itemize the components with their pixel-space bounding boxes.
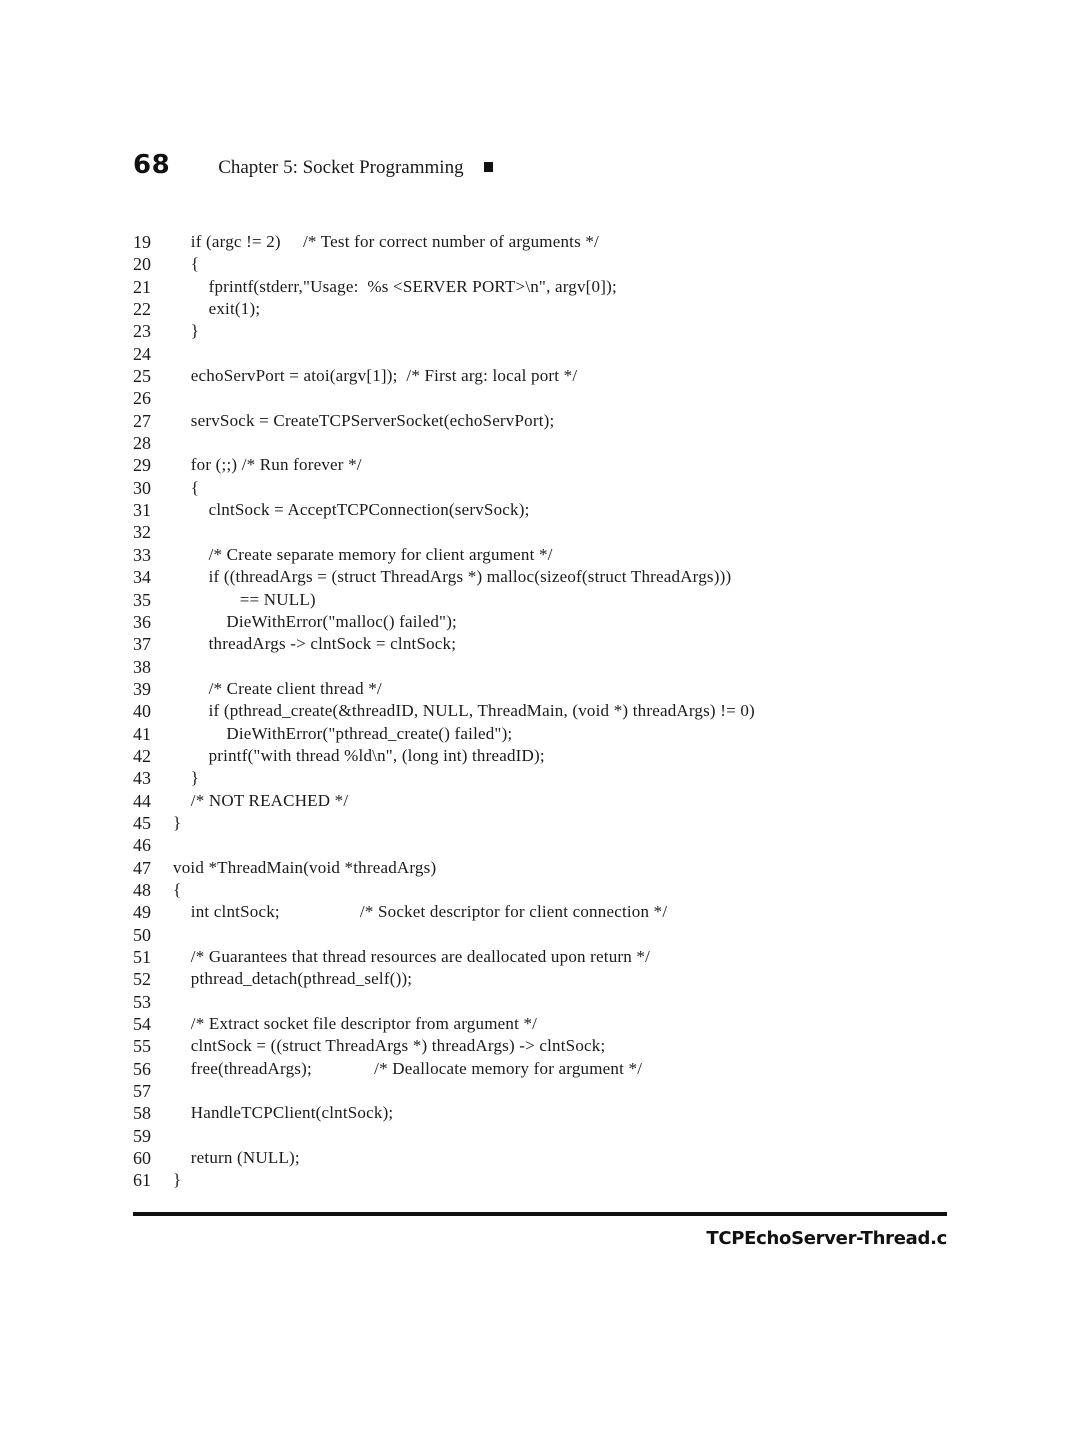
- code-listing: [133, 231, 963, 1192]
- bottom-rule: [133, 1212, 947, 1216]
- line-number: 24: [133, 343, 151, 364]
- code-line: [133, 1058, 963, 1080]
- code-line: [133, 365, 963, 387]
- line-number: 38: [133, 656, 151, 677]
- code-text: {: [173, 254, 200, 274]
- code-line: [133, 432, 963, 454]
- code-text: servSock = CreateTCPServerSocket(echoServPort);: [173, 410, 555, 430]
- code-text: exit(1);: [173, 299, 261, 319]
- code-line: [133, 320, 963, 342]
- code-line: [133, 700, 963, 722]
- line-number: 32: [133, 522, 151, 543]
- line-number: 52: [133, 969, 151, 990]
- line-number: 40: [133, 701, 151, 722]
- code-line: [133, 1102, 963, 1124]
- line-number: 59: [133, 1125, 151, 1146]
- line-number: 60: [133, 1148, 151, 1169]
- code-line: [133, 723, 963, 745]
- line-number: 56: [133, 1058, 151, 1079]
- line-number: 27: [133, 410, 151, 431]
- line-number: 49: [133, 902, 151, 923]
- line-number: 35: [133, 589, 151, 610]
- code-text: free(threadArgs); /* Deallocate memory for argument */: [173, 1058, 643, 1078]
- line-number: 22: [133, 299, 151, 320]
- code-line: [133, 477, 963, 499]
- page-number: 68: [133, 150, 171, 180]
- code-line: [133, 410, 963, 432]
- code-line: [133, 857, 963, 879]
- code-text: DieWithError("malloc() failed");: [173, 611, 457, 631]
- line-number: 58: [133, 1103, 151, 1124]
- line-number: 43: [133, 768, 151, 789]
- chapter-title: Chapter 5: Socket Programming: [218, 157, 464, 178]
- line-number: 46: [133, 835, 151, 856]
- line-number: 41: [133, 723, 151, 744]
- code-line: [133, 1035, 963, 1057]
- code-text: clntSock = ((struct ThreadArgs *) threadArgs) -> clntSock;: [173, 1036, 606, 1056]
- code-line: [133, 298, 963, 320]
- code-text: /* Create client thread */: [173, 678, 382, 698]
- code-text: pthread_detach(pthread_self());: [173, 969, 413, 989]
- code-text: /* Guarantees that thread resources are deallocated upon return */: [173, 947, 651, 966]
- code-text: for (;;) /* Run forever */: [173, 455, 362, 475]
- line-number: 55: [133, 1036, 151, 1057]
- code-line: [133, 946, 963, 968]
- code-text: if (pthread_create(&threadID, NULL, ThreadMain, (void *) threadArgs) != 0): [173, 701, 755, 721]
- line-number: 57: [133, 1081, 151, 1102]
- code-line: [133, 544, 963, 566]
- page-header: [133, 150, 493, 194]
- code-line: [133, 499, 963, 521]
- code-text: clntSock = AcceptTCPConnection(servSock);: [173, 500, 530, 520]
- code-text: {: [173, 477, 200, 497]
- code-text: {: [173, 879, 182, 899]
- code-line: [133, 656, 963, 678]
- code-line: [133, 231, 963, 253]
- line-number: 29: [133, 455, 151, 476]
- line-number: 50: [133, 924, 151, 945]
- line-number: 26: [133, 388, 151, 409]
- code-line: [133, 745, 963, 767]
- code-line: [133, 879, 963, 901]
- code-line: [133, 812, 963, 834]
- line-number: 28: [133, 433, 151, 454]
- code-line: [133, 678, 963, 700]
- code-line: [133, 454, 963, 476]
- code-text: }: [173, 812, 182, 832]
- code-text: }: [173, 768, 200, 788]
- line-number: 21: [133, 276, 151, 297]
- code-text: fprintf(stderr,"Usage: %s <SERVER PORT>\n", argv[0]);: [173, 276, 617, 296]
- code-line: [133, 924, 963, 946]
- line-number: 61: [133, 1170, 151, 1191]
- line-number: 19: [133, 232, 151, 252]
- code-text: if (argc != 2) /* Test for correct number of arguments */: [173, 232, 599, 251]
- code-line: [133, 1125, 963, 1147]
- code-line: [133, 611, 963, 633]
- code-line: [133, 901, 963, 923]
- code-text: int clntSock; /* Socket descriptor for client connection */: [173, 902, 668, 922]
- code-text: /* Extract socket file descriptor from argument */: [173, 1014, 538, 1034]
- line-number: 47: [133, 857, 151, 878]
- code-text: void *ThreadMain(void *threadArgs): [173, 857, 437, 877]
- code-text: }: [173, 1170, 182, 1190]
- code-text: }: [173, 321, 200, 341]
- code-text: /* NOT REACHED */: [173, 790, 349, 810]
- line-number: 30: [133, 477, 151, 498]
- line-number: 33: [133, 544, 151, 565]
- code-line: [133, 991, 963, 1013]
- line-number: 39: [133, 678, 151, 699]
- code-text: HandleTCPClient(clntSock);: [173, 1103, 394, 1123]
- line-number: 54: [133, 1014, 151, 1035]
- code-text: threadArgs -> clntSock = clntSock;: [173, 634, 457, 654]
- code-line: [133, 521, 963, 543]
- code-text: printf("with thread %ld\n", (long int) threadID);: [173, 745, 545, 765]
- code-text: /* Create separate memory for client argument */: [173, 544, 553, 564]
- line-number: 44: [133, 790, 151, 811]
- code-line: [133, 1169, 963, 1191]
- code-line: [133, 968, 963, 990]
- line-number: 45: [133, 812, 151, 833]
- code-text: if ((threadArgs = (struct ThreadArgs *) malloc(sizeof(struct ThreadArgs))): [173, 567, 732, 587]
- line-number: 34: [133, 567, 151, 588]
- line-number: 53: [133, 991, 151, 1012]
- code-line: [133, 387, 963, 409]
- code-line: [133, 253, 963, 275]
- code-text: return (NULL);: [173, 1148, 300, 1168]
- line-number: 51: [133, 947, 151, 967]
- code-line: [133, 790, 963, 812]
- code-text: echoServPort = atoi(argv[1]); /* First arg: local port */: [173, 366, 578, 386]
- line-number: 36: [133, 611, 151, 632]
- code-line: [133, 834, 963, 856]
- line-number: 20: [133, 254, 151, 275]
- line-number: 48: [133, 879, 151, 900]
- code-line: [133, 589, 963, 611]
- line-number: 42: [133, 745, 151, 766]
- code-line: [133, 1147, 963, 1169]
- line-number: 37: [133, 634, 151, 655]
- code-text: DieWithError("pthread_create() failed");: [173, 723, 513, 743]
- file-name-caption: TCPEchoServer-Thread.c: [706, 1228, 947, 1249]
- code-text: == NULL): [173, 589, 316, 609]
- code-line: [133, 633, 963, 655]
- line-number: 25: [133, 366, 151, 387]
- code-line: [133, 566, 963, 588]
- code-line: [133, 276, 963, 298]
- line-number: 31: [133, 500, 151, 521]
- line-number: 23: [133, 321, 151, 342]
- code-line: [133, 343, 963, 365]
- code-line: [133, 767, 963, 789]
- code-line: [133, 1013, 963, 1035]
- code-line: [133, 1080, 963, 1102]
- square-bullet-icon: [484, 162, 493, 172]
